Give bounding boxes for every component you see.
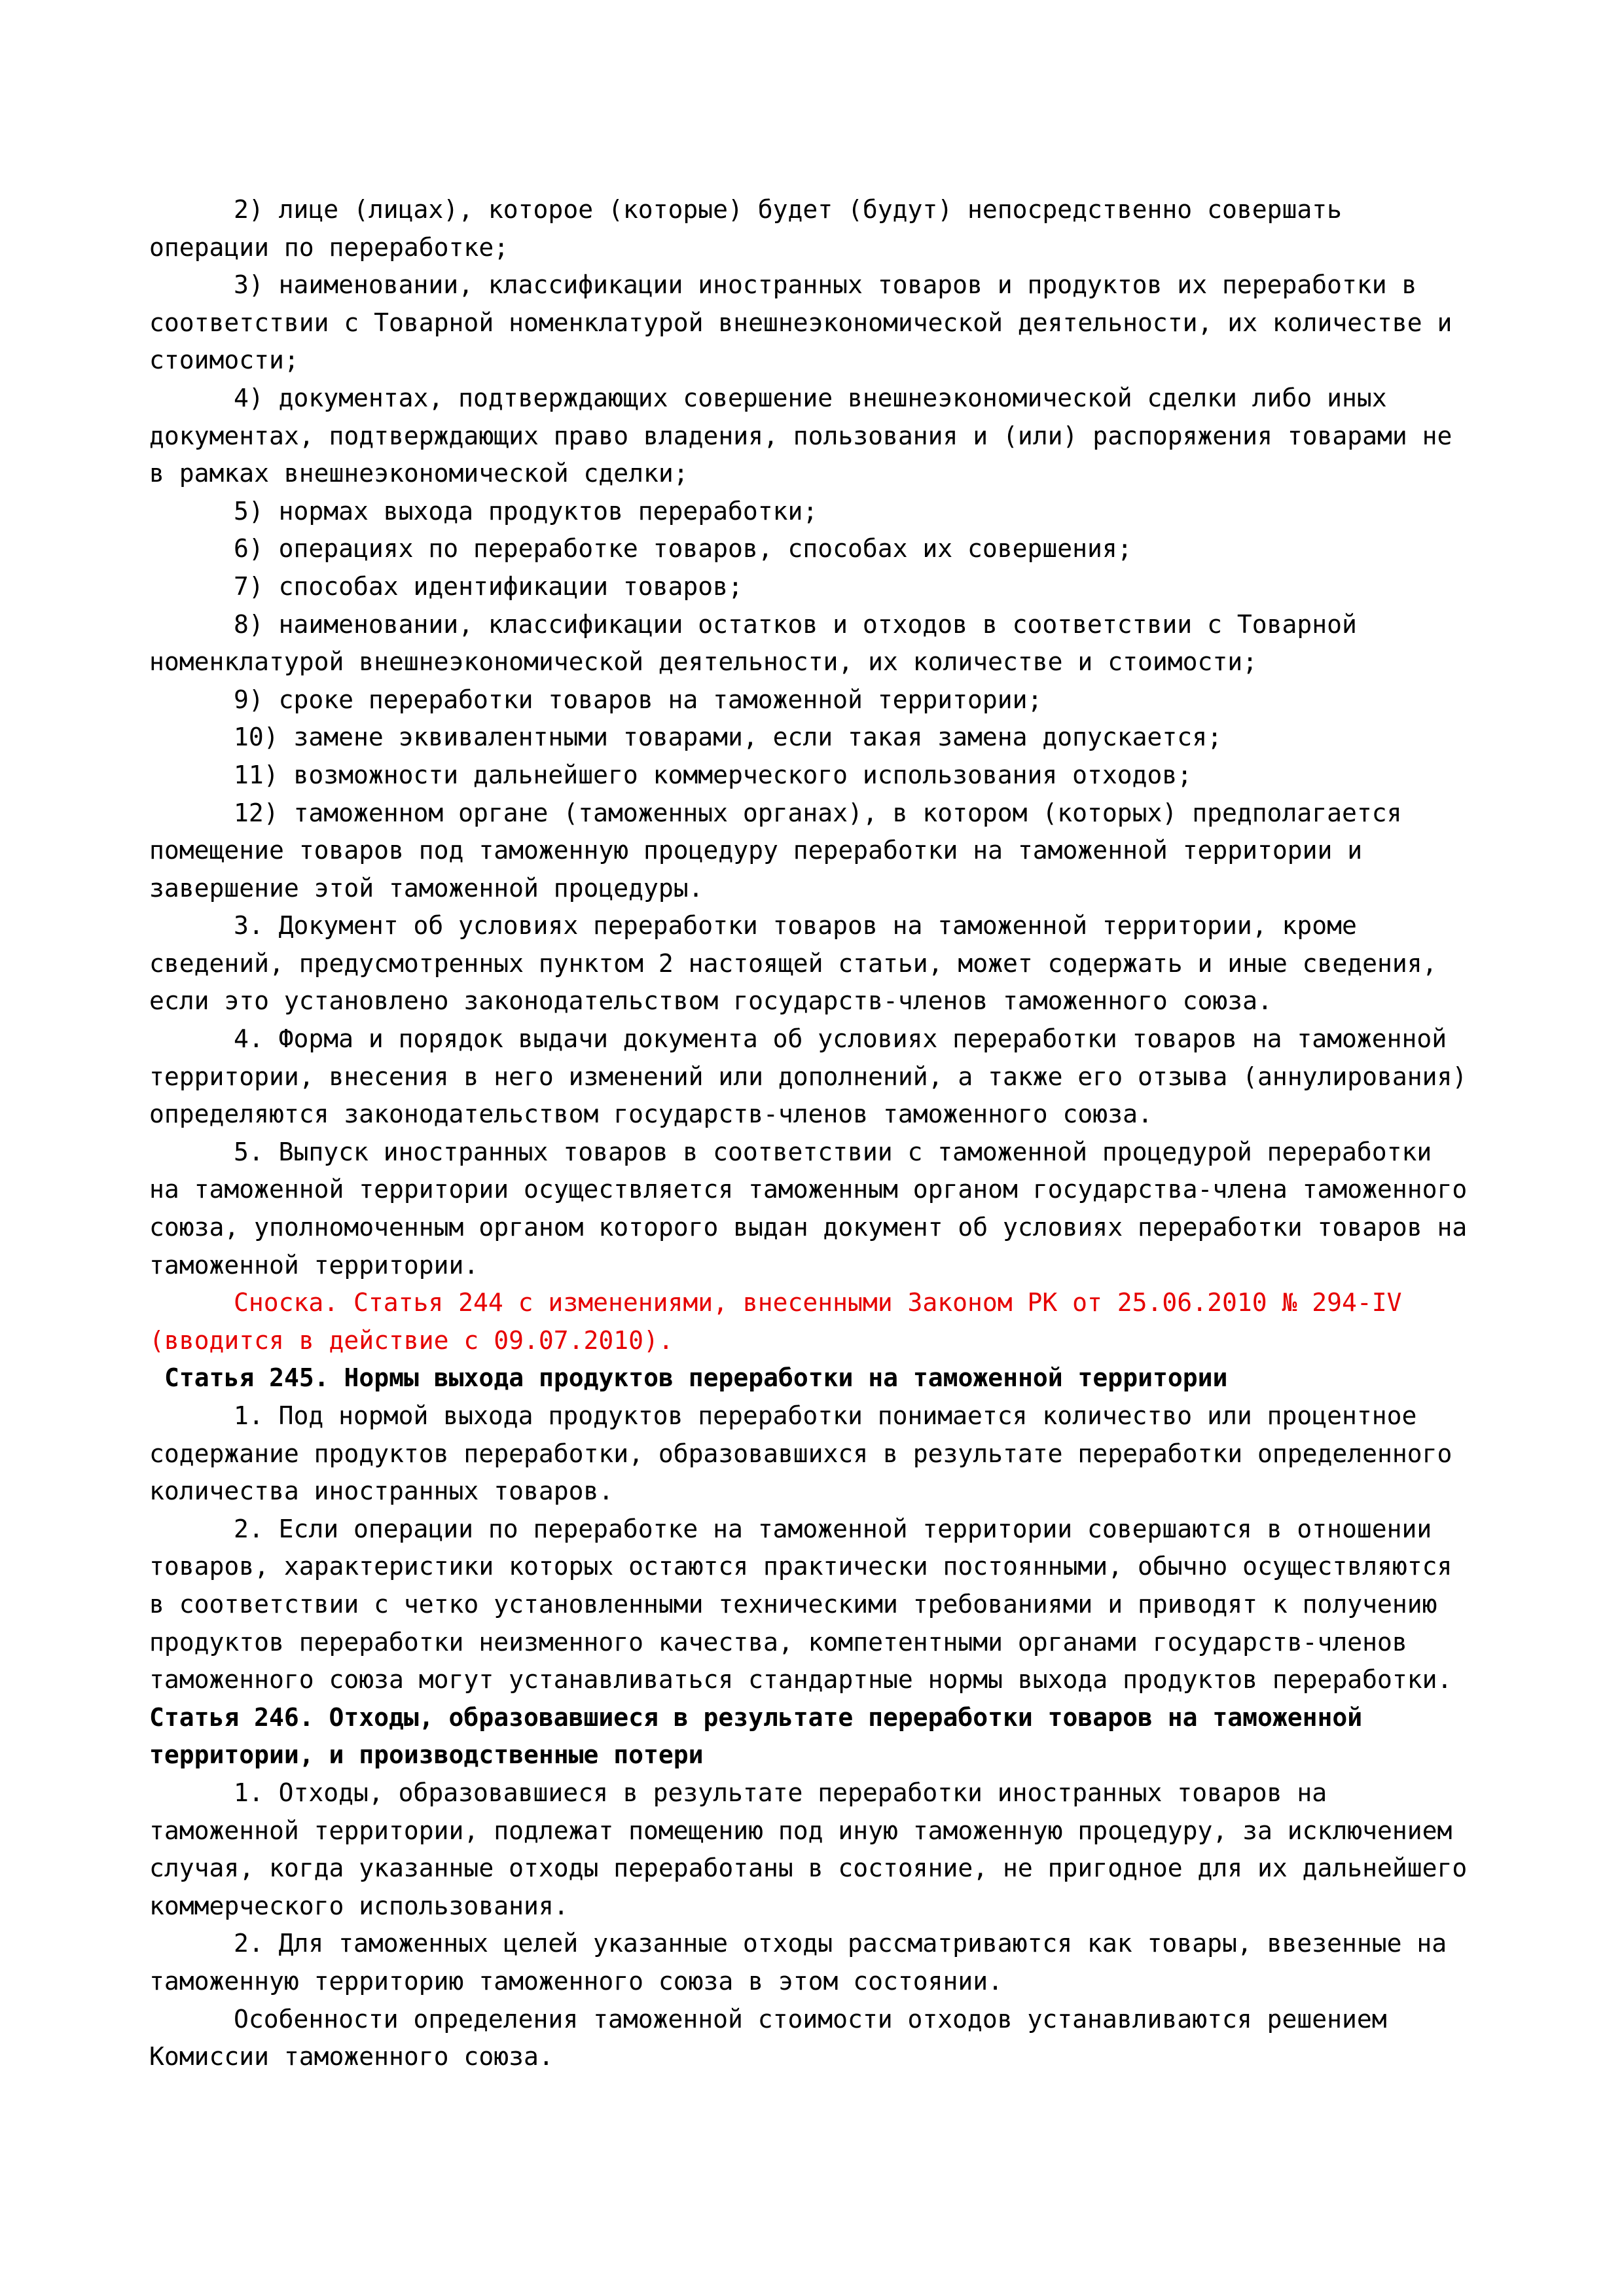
- body-paragraph: 3) наименовании, классификации иностранных товаров и продуктов их переработки в соответствии с Товарной номенклатурой внешнеэкономической деятельности, их количестве и стоимости;: [149, 270, 1453, 375]
- body-paragraph: 11) возможности дальнейшего коммерческого использования отходов;: [234, 760, 1193, 789]
- footnote-paragraph: Сноска. Статья 244 с изменениями, внесенными Законом РК от 25.06.2010 № 294-IV (вводится в действие с 09.07.2010).: [149, 1288, 1402, 1355]
- body-paragraph: 10) замене эквивалентными товарами, если такая замена допускается;: [234, 723, 1222, 752]
- body-paragraph: 6) операциях по переработке товаров, способах их совершения;: [234, 534, 1132, 564]
- body-paragraph: 9) сроке переработки товаров на таможенной территории;: [234, 685, 1043, 714]
- body-paragraph: 2. Для таможенных целей указанные отходы рассматриваются как товары, ввезенные на таможенную территорию таможенного союза в этом состоянии.: [149, 1929, 1447, 1996]
- body-paragraph: 1. Отходы, образовавшиеся в результате переработки иностранных товаров на таможенной территории, подлежат помещению под иную таможенную процедуру, за исключением случая, когда указанные отходы переработаны в состояние, не пригодное для их дальнейшего коммерческого использования.: [149, 1778, 1468, 1920]
- article-heading: Статья 245. Нормы выхода продуктов переработки на таможенной территории: [164, 1363, 1228, 1393]
- body-paragraph: 2) лице (лицах), которое (которые) будет (будут) непосредственно совершать операции по переработке;: [149, 195, 1342, 262]
- body-paragraph: 5) нормах выхода продуктов переработки;: [234, 496, 818, 526]
- body-paragraph: Особенности определения таможенной стоимости отходов устанавливаются решением Комиссии таможенного союза.: [149, 2004, 1387, 2072]
- body-paragraph: 3. Документ об условиях переработки товаров на таможенной территории, кроме сведений, предусмотренных пунктом 2 настоящей статьи, может содержать и иные сведения, если это установлено законодательством государств-членов таможенного союза.: [149, 911, 1437, 1016]
- article-heading: Статья 246. Отходы, образовавшиеся в результате переработки товаров на таможенной территории, и производственные потери: [149, 1702, 1363, 1770]
- body-paragraph: 4) документах, подтверждающих совершение внешнеэкономической сделки либо иных документах, подтверждающих право владения, пользования и (или) распоряжения товарами не в рамках внешнеэкономической сделки;: [149, 383, 1453, 488]
- body-paragraph: 8) наименовании, классификации остатков и отходов в соответствии с Товарной номенклатурой внешнеэкономической деятельности, их количестве и стоимости;: [149, 609, 1357, 677]
- body-paragraph: 1. Под нормой выхода продуктов переработки понимается количество или процентное содержание продуктов переработки, образовавшихся в результате переработки определенного количества иностранных товаров.: [149, 1401, 1453, 1506]
- body-paragraph: 2. Если операции по переработке на таможенной территории совершаются в отношении товаров, характеристики которых остаются практически постоянными, обычно осуществляются в соответствии с четко установленными техническими требованиями и приводят к получению продуктов переработки неизменного качества, компетентными органами государств-членов таможенного союза могут устанавливаться стандартные нормы выхода продуктов переработки.: [149, 1514, 1453, 1695]
- body-paragraph: 5. Выпуск иностранных товаров в соответствии с таможенной процедурой переработки на таможенной территории осуществляется таможенным органом государства-члена таможенного союза, уполномоченным органом которого выдан документ об условиях переработки товаров на таможенной территории.: [149, 1137, 1468, 1280]
- body-paragraph: 12) таможенном органе (таможенных органах), в котором (которых) предполагается помещение товаров под таможенную процедуру переработки на таможенной территории и завершение этой таможенной процедуры.: [149, 798, 1402, 903]
- body-paragraph: 4. Форма и порядок выдачи документа об условиях переработки товаров на таможенной территории, внесения в него изменений или дополнений, а также его отзыва (аннулирования) определяются законодательством государств-членов таможенного союза.: [149, 1024, 1468, 1129]
- body-paragraph: 7) способах идентификации товаров;: [234, 571, 743, 601]
- document-body: [149, 191, 1471, 2076]
